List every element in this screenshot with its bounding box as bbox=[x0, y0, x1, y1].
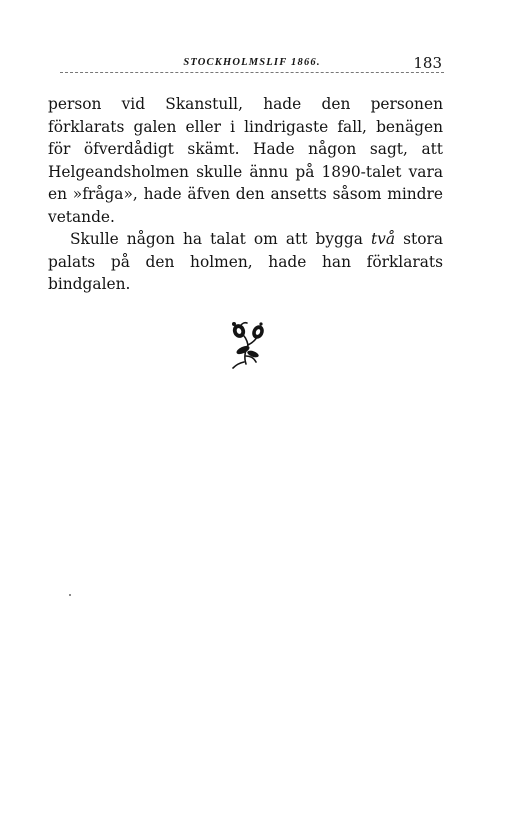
body-text bbox=[48, 93, 443, 296]
running-title: STOCKHOLMSLIF 1866. bbox=[183, 57, 321, 68]
paragraph-2 bbox=[48, 228, 443, 296]
paragraph-2-part-2: stora palats på den holmen, hade han förklarats bindgalen. bbox=[48, 230, 443, 293]
flower-fleuron-icon bbox=[225, 318, 267, 370]
running-head bbox=[60, 52, 444, 78]
paragraph-1: person vid Skanstull, hade den personen förklarats galen eller i lindrigaste fall, benägen för öfverdådigt skämt. Hade någon sagt, att Helgeandsholmen skulle ännu på 1890-talet vara en »fråga», hade äfven den ansetts såsom mindre vetande. bbox=[48, 95, 443, 226]
page-number: 183 bbox=[413, 54, 442, 72]
emphasis-word: två bbox=[370, 230, 396, 248]
stray-mark bbox=[69, 594, 71, 596]
header-rule bbox=[60, 72, 444, 73]
paragraph-2-part-1: Skulle någon ha talat om att bygga bbox=[70, 230, 371, 248]
